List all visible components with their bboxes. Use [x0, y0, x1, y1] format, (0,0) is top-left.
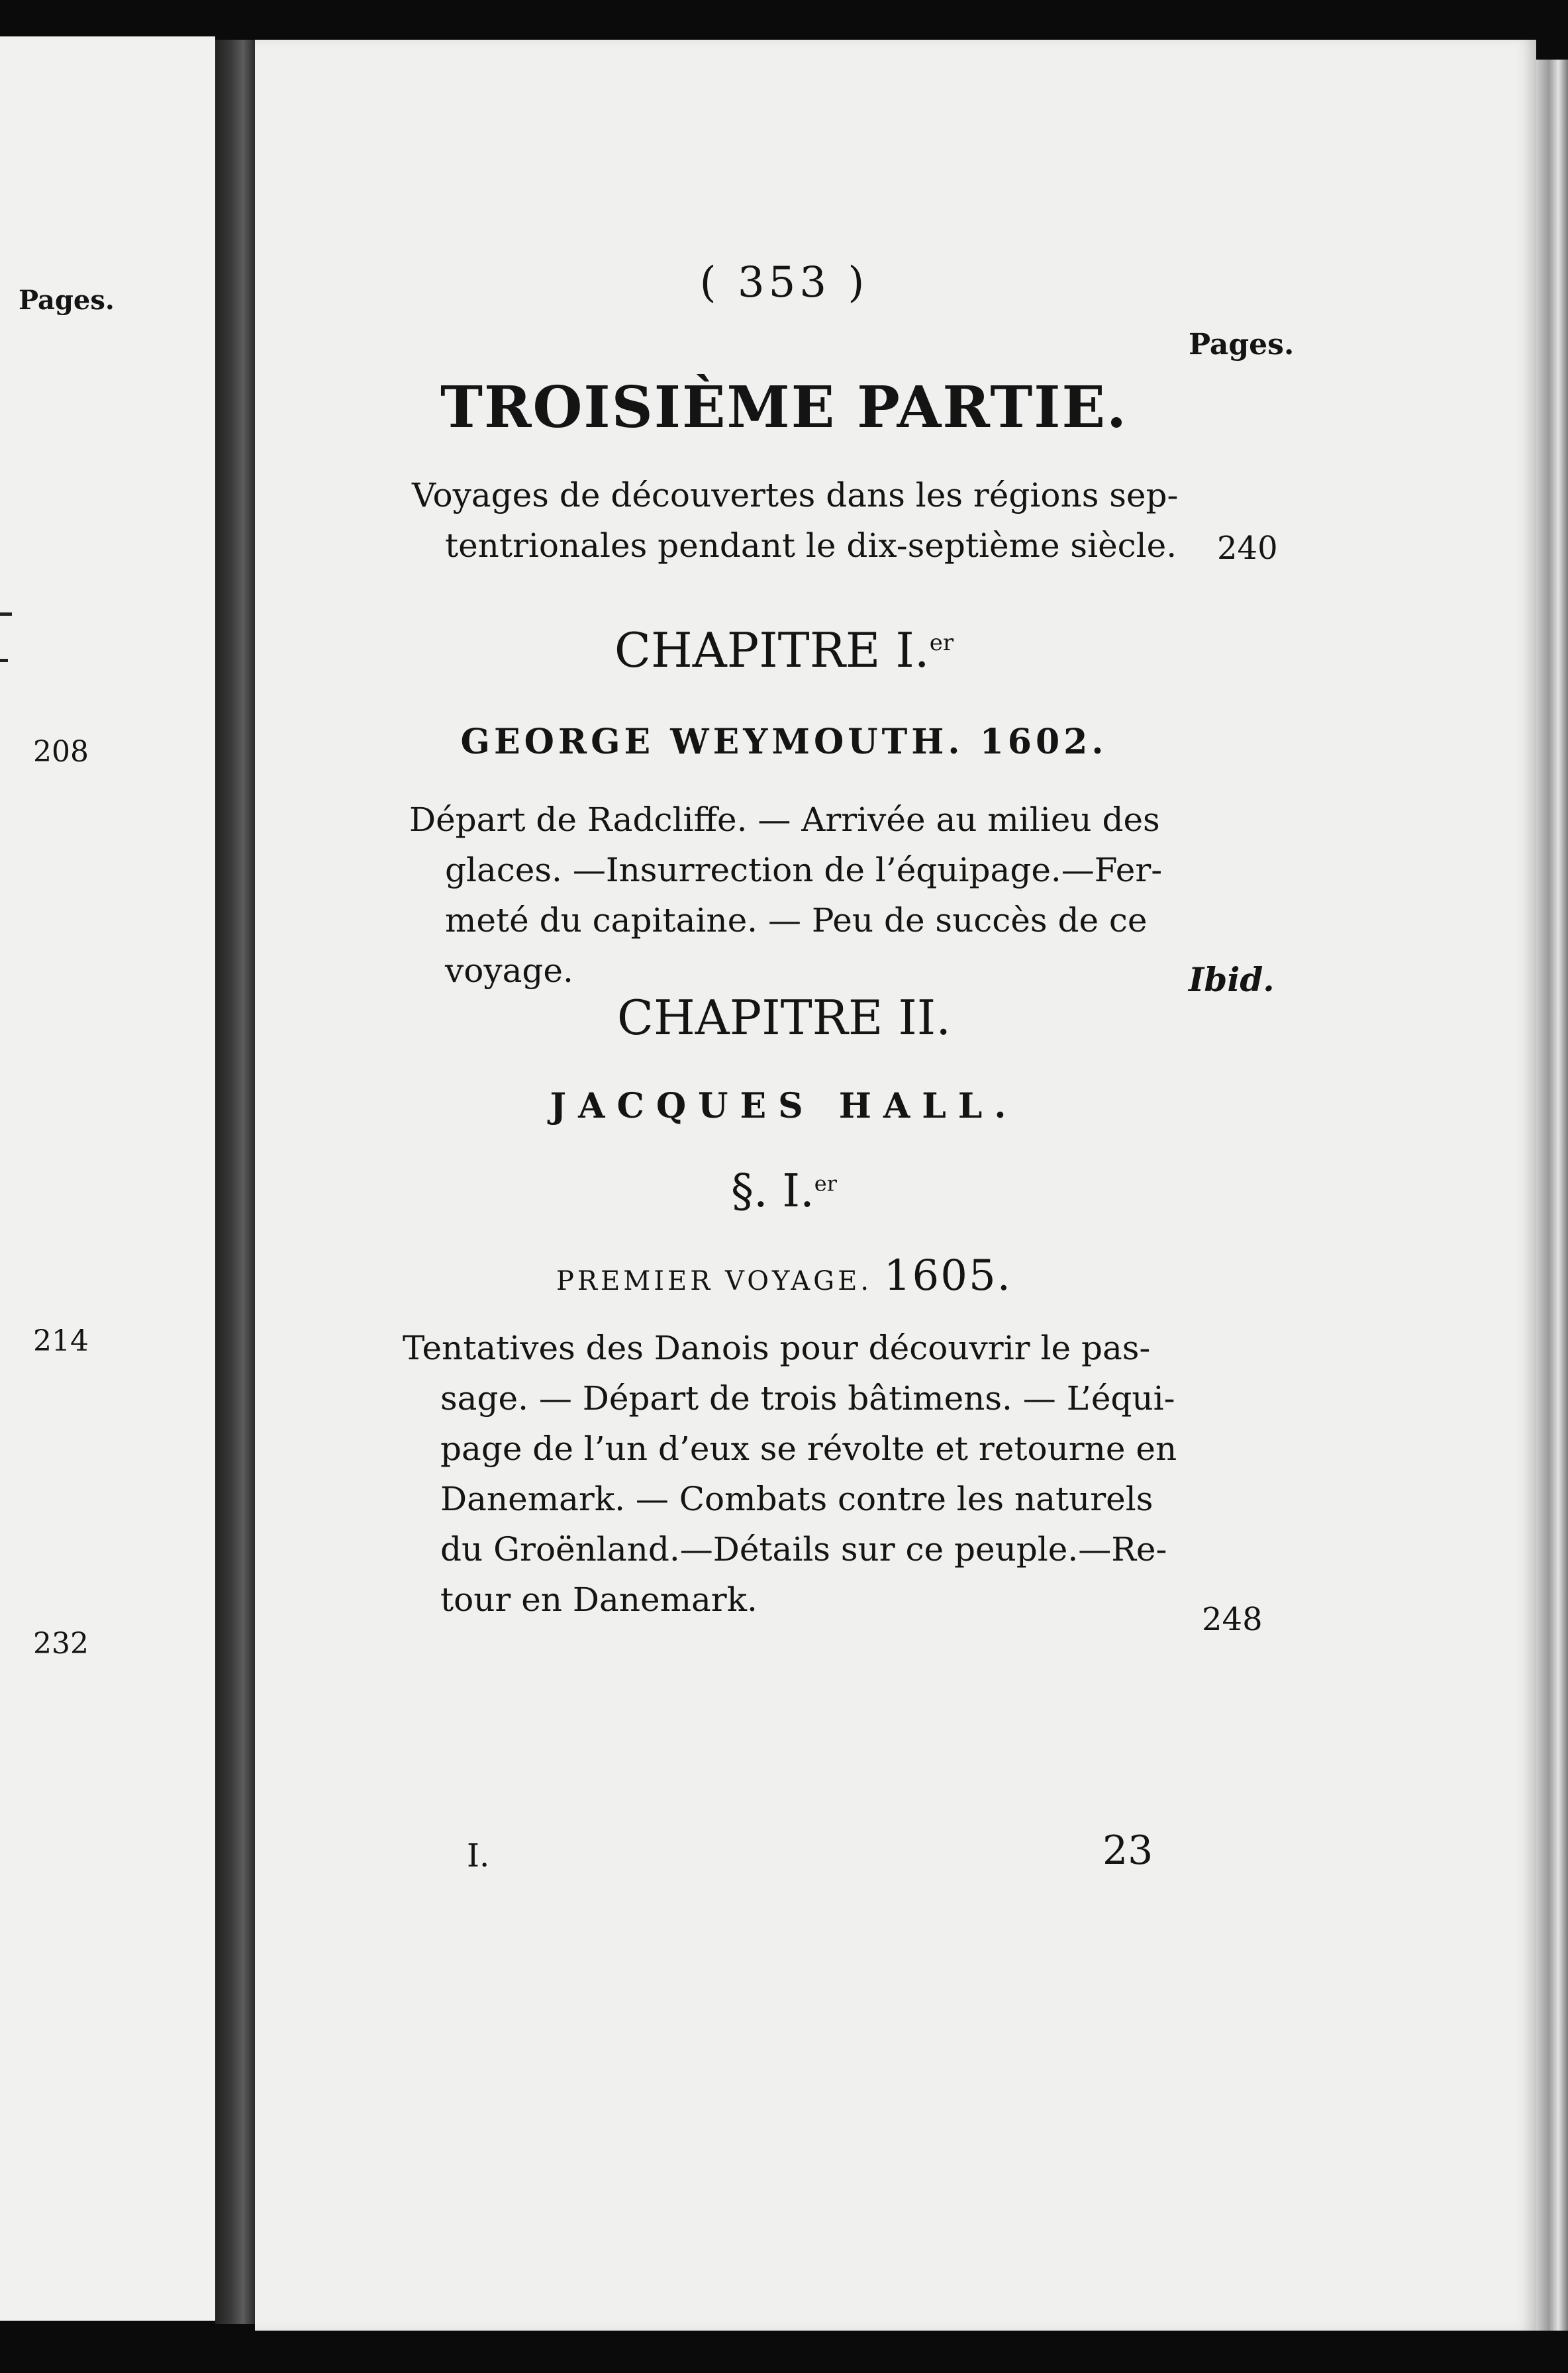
chapter-2-line: du Groënland.—Détails sur ce peuple.—Re-: [440, 1530, 1167, 1569]
left-page-number: 214: [33, 1324, 89, 1358]
section-heading: §. I.$^{er}$: [731, 1165, 837, 1218]
chapter-1-subject: GEORGE WEYMOUTH. 1602.: [460, 722, 1108, 762]
chapter-1-line: Départ de Radcliffe. — Arrivée au milieu des: [409, 800, 1160, 839]
left-dash-mark: [0, 612, 12, 616]
chapter-1-title: CHAPITRE I.$^{er}$: [614, 622, 954, 678]
intro-line: Voyages de découvertes dans les régions sep-: [412, 476, 1179, 514]
page-number: ( 353 ): [699, 258, 869, 307]
left-page-number: 208: [33, 735, 89, 769]
part-title: TROISIÈME PARTIE.: [440, 374, 1128, 441]
voyage-heading: PREMIER VOYAGE. 1605.: [556, 1251, 1012, 1300]
chapter-2-line: Danemark. — Combats contre les naturels: [440, 1480, 1153, 1518]
chapter-2-line: tour en Danemark.: [440, 1580, 758, 1619]
intro-page-ref: 240: [1217, 530, 1278, 567]
signature-mark: I.: [467, 1837, 490, 1874]
chapter-1-line: glaces. —Insurrection de l’équipage.—Fer-: [445, 851, 1163, 889]
chapter-2-title: CHAPITRE II.: [616, 990, 952, 1045]
chapter-2-line: page de l’un d’eux se révolte et retourne en: [440, 1429, 1177, 1468]
pages-column-header: Pages.: [1189, 328, 1295, 362]
chapter-2-subject: JACQUES HALL.: [550, 1086, 1018, 1126]
chapter-2-line: Tentatives des Danois pour découvrir le pas-: [403, 1329, 1151, 1367]
chapter-1-page-ref: Ibid.: [1189, 960, 1275, 999]
intro-line: tentrionales pendant le dix-septième siècle.: [445, 526, 1177, 565]
left-pages-header: Pages.: [19, 285, 115, 316]
chapter-2-page-ref: 248: [1202, 1601, 1263, 1638]
chapter-1-line: meté du capitaine. — Peu de succès de ce: [445, 901, 1148, 940]
left-page-number: 232: [33, 1627, 89, 1661]
chapter-2-line: sage. — Départ de trois bâtimens. — L’équi-: [440, 1379, 1175, 1418]
signature-number: 23: [1102, 1827, 1153, 1874]
chapter-1-line: voyage.: [445, 951, 573, 990]
